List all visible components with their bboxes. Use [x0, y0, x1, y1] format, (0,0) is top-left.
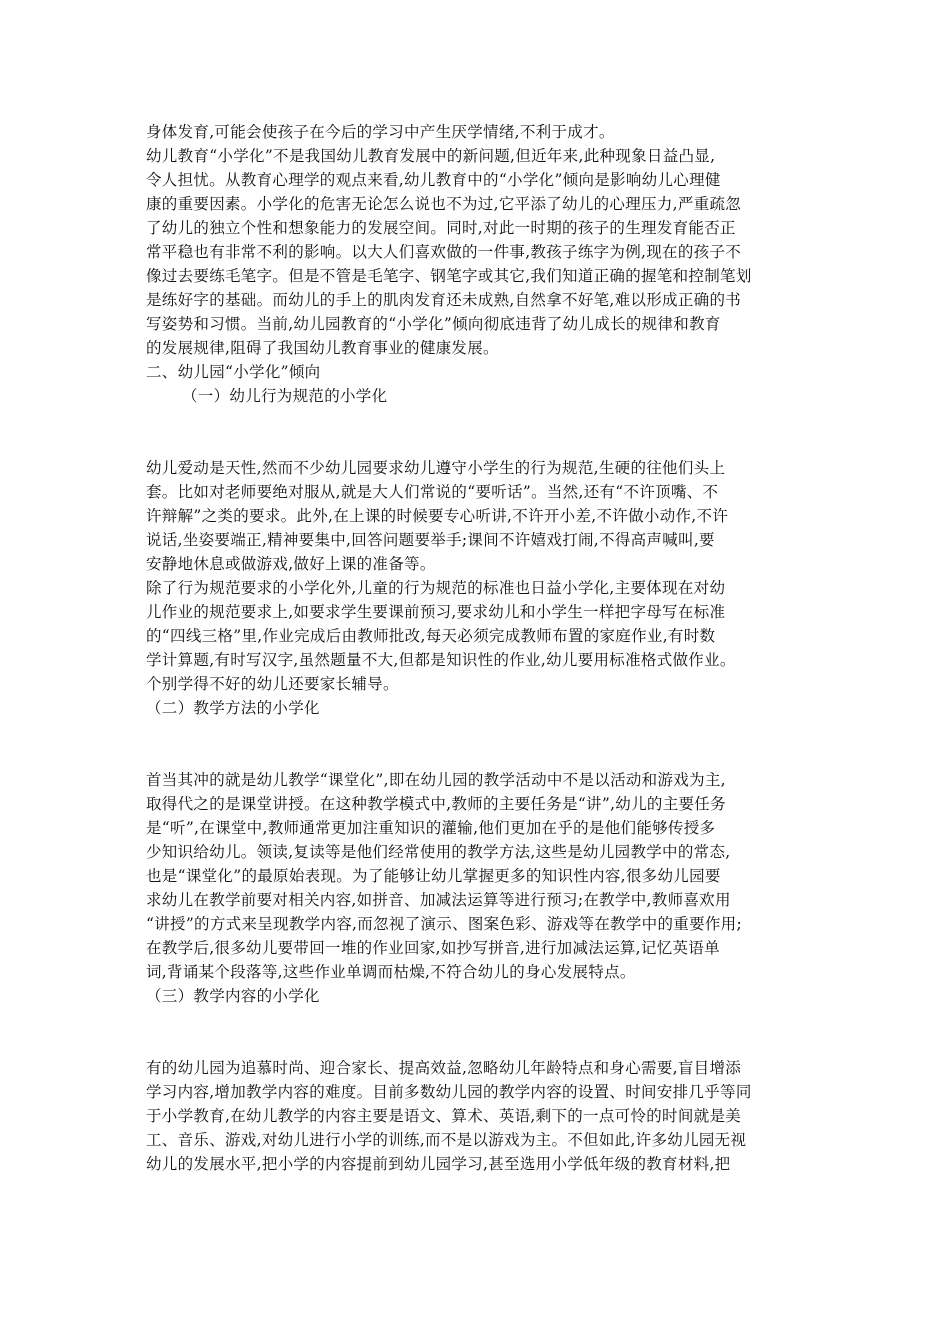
- text-line: 常平稳也有非常不利的影响。以大人们喜欢做的一件事,教孩子练字为例,现在的孩子不: [146, 243, 742, 261]
- text-line: 有的幼儿园为追慕时尚、迎合家长、提高效益,忽略幼儿年龄特点和身心需要,盲目增添: [146, 1059, 742, 1077]
- text-line: 康的重要因素。小学化的危害无论怎么说也不为过,它平添了幼儿的心理压力,严重疏忽: [146, 195, 742, 213]
- text-line: 也是“课堂化”的最原始表现。为了能够让幼儿掌握更多的知识性内容,很多幼儿园要: [146, 867, 721, 885]
- paragraph-block-4: [146, 1056, 814, 1176]
- spacer: [146, 408, 814, 456]
- text-line: 除了行为规范要求的小学化外,儿童的行为规范的标准也日益小学化,主要体现在对幼: [146, 579, 726, 597]
- text-line: 说话,坐姿要端正,精神要集中,回答问题要举手;课间不许嬉戏打闹,不得高声喊叫,要: [146, 531, 715, 549]
- text-line: 的“四线三格”里,作业完成后由教师批改,每天必须完成教师布置的家庭作业,有时数: [146, 627, 716, 645]
- text-line: 的发展规律,阻碍了我国幼儿教育事业的健康发展。: [146, 339, 499, 357]
- text-line: 套。比如对老师要绝对服从,就是大人们常说的“要听话”。当然,还有“不许顶嘴、不: [146, 483, 719, 501]
- text-line: 于小学教育,在幼儿教学的内容主要是语文、算术、英语,剩下的一点可怜的时间就是美: [146, 1107, 742, 1125]
- text-line: 儿作业的规范要求上,如要求学生要课前预习,要求幼儿和小学生一样把字母写在标准: [146, 603, 726, 621]
- text-line: 了幼儿的独立个性和想象能力的发展空间。同时,对此一时期的孩子的生理发育能否正: [146, 219, 736, 237]
- text-line: 身体发育,可能会使孩子在今后的学习中产生厌学情绪,不利于成才。: [146, 123, 615, 141]
- paragraph-block-2: [146, 456, 814, 696]
- text-line: 许辩解”之类的要求。此外,在上课的时候要专心听讲,不许开小差,不许做小动作,不许: [146, 507, 729, 525]
- text-line: 像过去要练毛笔字。但是不管是毛笔字、钢笔字或其它,我们知道正确的握笔和控制笔划: [146, 267, 752, 285]
- spacer: [146, 1008, 814, 1056]
- text-line: 取得代之的是课堂讲授。在这种教学模式中,教师的主要任务是“讲”,幼儿的主要任务: [146, 795, 726, 813]
- spacer: [146, 720, 814, 768]
- document-page: [146, 120, 814, 1176]
- text-line: 幼儿教育“小学化”不是我国幼儿教育发展中的新问题,但近年来,此种现象日益凸显,: [146, 147, 716, 165]
- text-line: 写姿势和习惯。当前,幼儿园教育的“小学化”倾向彻底违背了幼儿成长的规律和教育: [146, 315, 721, 333]
- text-line: 在教学后,很多幼儿要带回一堆的作业回家,如抄写拼音,进行加减法运算,记忆英语单: [146, 939, 720, 957]
- subsection-heading-1: （一）幼儿行为规范的小学化: [182, 387, 388, 405]
- text-line: 学习内容,增加教学内容的难度。目前多数幼儿园的教学内容的设置、时间安排几乎等同: [146, 1083, 752, 1101]
- text-line: 幼儿的发展水平,把小学的内容提前到幼儿园学习,甚至选用小学低年级的教育材料,把: [146, 1155, 731, 1173]
- text-line: 学计算题,有时写汉字,虽然题量不大,但都是知识性的作业,幼儿要用标准格式做作业。: [146, 651, 736, 669]
- text-line: “讲授”的方式来呈现教学内容,而忽视了演示、图案色彩、游戏等在教学中的重要作用;: [146, 915, 742, 933]
- text-line: 令人担忧。从教育心理学的观点来看,幼儿教育中的“小学化”倾向是影响幼儿心理健: [146, 171, 721, 189]
- text-line: 个别学得不好的幼儿还要家长辅导。: [146, 675, 399, 693]
- section-heading-main: 二、幼儿园“小学化”倾向: [146, 363, 321, 381]
- text-line: 词,背诵某个段落等,这些作业单调而枯燥,不符合幼儿的身心发展特点。: [146, 963, 636, 981]
- text-line: 幼儿爱动是天性,然而不少幼儿园要求幼儿遵守小学生的行为规范,生硬的往他们头上: [146, 459, 726, 477]
- text-line: 是“听”,在课堂中,教师通常更加注重知识的灌输,他们更加在乎的是他们能够传授多: [146, 819, 716, 837]
- text-line: 少知识给幼儿。领读,复读等是他们经常使用的教学方法,这些是幼儿园教学中的常态,: [146, 843, 731, 861]
- paragraph-block-1: [146, 120, 814, 360]
- paragraph-block-3: [146, 768, 814, 984]
- subsection-heading-3: （三）教学内容的小学化: [146, 987, 320, 1005]
- text-line: 工、音乐、游戏,对幼儿进行小学的训练,而不是以游戏为主。不但如此,许多幼儿园无视: [146, 1131, 747, 1149]
- text-line: 安静地休息或做游戏,做好上课的准备等。: [146, 555, 436, 573]
- subsection-heading-2: （二）教学方法的小学化: [146, 699, 320, 717]
- text-line: 是练好字的基础。而幼儿的手上的肌肉发育还未成熟,自然拿不好笔,难以形成正确的书: [146, 291, 742, 309]
- text-line: 求幼儿在教学前要对相关内容,如拼音、加减法运算等进行预习;在教学中,教师喜欢用: [146, 891, 731, 909]
- text-line: 首当其冲的就是幼儿教学“课堂化”,即在幼儿园的教学活动中不是以活动和游戏为主,: [146, 771, 726, 789]
